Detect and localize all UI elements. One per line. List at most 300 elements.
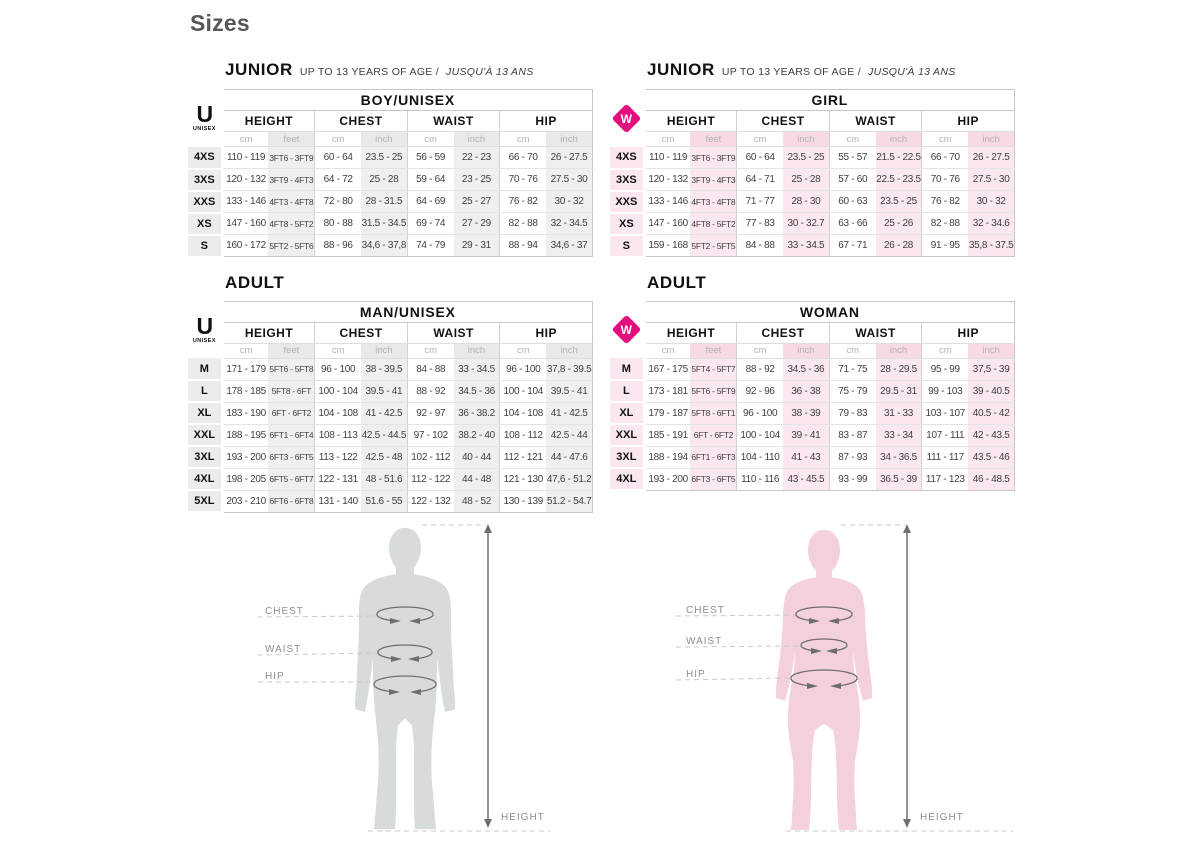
measurement-cell: 47,6 - 51.2	[546, 468, 592, 490]
table-row	[188, 468, 593, 490]
column-unisex	[188, 60, 598, 513]
measurement-cell: 64 - 72	[315, 169, 361, 191]
hip-label: HIP	[686, 669, 706, 680]
measurement-cell: 97 - 102	[407, 424, 453, 446]
unit-label: cm	[737, 132, 783, 147]
measurement-cell: 25 - 28	[783, 169, 829, 191]
unit-label: cm	[829, 132, 875, 147]
measurement-cell: 3FT9 - 4FT3	[690, 169, 736, 191]
measurement-cell: 6FT3 - 6FT5	[268, 446, 314, 468]
unit-label: feet	[690, 343, 736, 358]
male-measurement-figure	[250, 522, 580, 848]
height-arrow	[903, 524, 911, 828]
measurement-cell: 193 - 200	[222, 446, 268, 468]
measurement-cell: 108 - 113	[315, 424, 361, 446]
measurement-cell: 188 - 194	[644, 446, 690, 468]
measurement-cell: 23.5 - 25	[876, 191, 922, 213]
junior-subtitle: UP TO 13 YEARS OF AGE /	[721, 66, 862, 78]
column-header-chest: CHEST	[737, 111, 830, 132]
unit-label: inch	[783, 343, 829, 358]
size-label: XL	[188, 402, 222, 424]
measurement-cell: 104 - 108	[315, 402, 361, 424]
table-title: BOY/UNISEX	[222, 90, 592, 111]
measurement-cell: 43 - 45.5	[783, 468, 829, 490]
measurement-cell: 6FT1 - 6FT3	[690, 446, 736, 468]
measurement-cell: 88 - 92	[737, 358, 783, 380]
measurement-cell: 76 - 82	[500, 191, 546, 213]
measurement-cell: 6FT - 6FT2	[690, 424, 736, 446]
measurement-cell: 82 - 88	[922, 213, 968, 235]
column-header-waist: WAIST	[829, 322, 922, 343]
measurement-cell: 48 - 51.6	[361, 468, 407, 490]
measurement-cell: 107 - 111	[922, 424, 968, 446]
measurement-cell: 22.5 - 23.5	[876, 169, 922, 191]
unisex-logo-label: UNISEX	[192, 337, 216, 344]
measurement-cell: 147 - 160	[644, 213, 690, 235]
measurement-cell: 160 - 172	[222, 235, 268, 257]
size-label: L	[610, 380, 644, 402]
measurement-cell: 102 - 112	[407, 446, 453, 468]
female-measurement-figure	[668, 522, 1018, 848]
measurement-cell: 159 - 168	[644, 235, 690, 257]
measurement-cell: 5FT2 - 5FT5	[690, 235, 736, 257]
measurement-cell: 59 - 64	[407, 169, 453, 191]
measurement-cell: 133 - 146	[644, 191, 690, 213]
junior-section-header	[225, 60, 598, 80]
column-header-height: HEIGHT	[222, 322, 315, 343]
measurement-cell: 120 - 132	[222, 169, 268, 191]
table-row	[188, 213, 593, 235]
size-label: XXL	[610, 424, 644, 446]
measurement-cell: 76 - 82	[922, 191, 968, 213]
measurement-cell: 29 - 31	[454, 235, 500, 257]
column-header-chest: CHEST	[315, 322, 408, 343]
unit-label: inch	[968, 343, 1014, 358]
measurement-cell: 121 - 130	[500, 468, 546, 490]
table-title: MAN/UNISEX	[222, 301, 592, 322]
junior-boy-table	[188, 89, 593, 258]
measurement-cell: 4FT3 - 4FT8	[268, 191, 314, 213]
woman-logo-letter: W	[620, 110, 633, 125]
table-row	[610, 468, 1015, 490]
measurement-cell: 104 - 110	[737, 446, 783, 468]
adult-title: ADULT	[225, 272, 285, 292]
measurement-cell: 108 - 112	[500, 424, 546, 446]
measurement-cell: 147 - 160	[222, 213, 268, 235]
size-label: XXS	[188, 191, 222, 213]
unisex-logo-letter: U	[196, 101, 213, 128]
measurement-cell: 29.5 - 31	[876, 380, 922, 402]
unit-label: cm	[829, 343, 875, 358]
measurement-cell: 51.2 - 54.7	[546, 490, 592, 512]
size-label: XXL	[188, 424, 222, 446]
measurement-cell: 79 - 83	[829, 402, 875, 424]
measurement-cell: 6FT3 - 6FT5	[690, 468, 736, 490]
measurement-cell: 60 - 64	[315, 147, 361, 169]
measurement-cell: 23.5 - 25	[361, 147, 407, 169]
measurement-cell: 27 - 29	[454, 213, 500, 235]
measurement-cell: 130 - 139	[500, 490, 546, 512]
measurement-cell: 26 - 27.5	[546, 147, 592, 169]
male-silhouette-diagram	[250, 522, 580, 848]
height-label: HEIGHT	[501, 812, 545, 823]
measurement-cell: 28 - 29.5	[876, 358, 922, 380]
measurement-cell: 188 - 195	[222, 424, 268, 446]
column-header-hip: HIP	[922, 322, 1015, 343]
table-row	[610, 424, 1015, 446]
measurement-cell: 5FT8 - 6FT1	[690, 402, 736, 424]
junior-girl-table	[610, 89, 1015, 258]
measurement-cell: 64 - 69	[407, 191, 453, 213]
measurement-cell: 66 - 70	[500, 147, 546, 169]
woman-logo	[610, 301, 644, 358]
adult-section-header	[225, 273, 598, 293]
measurement-cell: 67 - 71	[829, 235, 875, 257]
page-title: Sizes	[190, 10, 250, 36]
measurement-cell: 120 - 132	[644, 169, 690, 191]
measurement-cell: 41 - 42.5	[546, 402, 592, 424]
junior-title: JUNIOR	[225, 60, 293, 79]
size-label: 3XS	[188, 169, 222, 191]
measurement-cell: 26 - 28	[876, 235, 922, 257]
column-header-chest: CHEST	[737, 322, 830, 343]
table-title: WOMAN	[644, 301, 1014, 322]
measurement-cell: 25 - 27	[454, 191, 500, 213]
measurement-cell: 92 - 96	[737, 380, 783, 402]
table-row	[188, 235, 593, 257]
measurement-cell: 82 - 88	[500, 213, 546, 235]
size-label: 3XL	[610, 446, 644, 468]
table-row	[610, 191, 1015, 213]
column-header-hip: HIP	[500, 111, 593, 132]
measurement-cell: 38 - 39	[783, 402, 829, 424]
measurement-cell: 38 - 39.5	[361, 358, 407, 380]
measurement-cell: 100 - 104	[315, 380, 361, 402]
measurement-cell: 23 - 25	[454, 169, 500, 191]
table-row	[188, 402, 593, 424]
unit-label: cm	[737, 343, 783, 358]
measurement-cell: 25 - 26	[876, 213, 922, 235]
unit-label: inch	[546, 132, 592, 147]
table-title: GIRL	[644, 90, 1014, 111]
measurement-cell: 5FT8 - 6FT	[268, 380, 314, 402]
measurement-cell: 33 - 34.5	[454, 358, 500, 380]
measurement-cell: 37,8 - 39.5	[546, 358, 592, 380]
measurement-cell: 6FT1 - 6FT4	[268, 424, 314, 446]
measurement-cell: 32 - 34.5	[546, 213, 592, 235]
measurement-cell: 173 - 181	[644, 380, 690, 402]
table-row	[610, 402, 1015, 424]
height-arrow	[484, 524, 492, 828]
adult-section-header	[647, 273, 1020, 293]
measurement-cell: 83 - 87	[829, 424, 875, 446]
unit-label: inch	[968, 132, 1014, 147]
measurement-cell: 185 - 191	[644, 424, 690, 446]
measurement-cell: 69 - 74	[407, 213, 453, 235]
measurement-cell: 133 - 146	[222, 191, 268, 213]
measurement-cell: 33 - 34	[876, 424, 922, 446]
measurement-cell: 66 - 70	[922, 147, 968, 169]
size-label: 4XS	[610, 147, 644, 169]
measurement-cell: 51.6 - 55	[361, 490, 407, 512]
measurement-cell: 34.5 - 36	[783, 358, 829, 380]
table-row	[188, 446, 593, 468]
measurement-cell: 193 - 200	[644, 468, 690, 490]
measurement-cell: 26 - 27.5	[968, 147, 1014, 169]
measurement-cell: 87 - 93	[829, 446, 875, 468]
unit-label: cm	[222, 132, 268, 147]
unit-label: inch	[876, 343, 922, 358]
measurement-cell: 4FT8 - 5FT2	[690, 213, 736, 235]
measurement-cell: 28 - 31.5	[361, 191, 407, 213]
measurement-cell: 40 - 44	[454, 446, 500, 468]
measurement-cell: 30 - 32	[968, 191, 1014, 213]
size-label: 3XL	[188, 446, 222, 468]
unit-label: inch	[454, 343, 500, 358]
table-row	[610, 235, 1015, 257]
measurement-cell: 72 - 80	[315, 191, 361, 213]
measurement-cell: 93 - 99	[829, 468, 875, 490]
unit-label: cm	[315, 343, 361, 358]
measurement-cell: 5FT2 - 5FT6	[268, 235, 314, 257]
measurement-cell: 44 - 48	[454, 468, 500, 490]
measurement-cell: 42.5 - 44	[546, 424, 592, 446]
measurement-cell: 77 - 83	[737, 213, 783, 235]
unit-label: cm	[500, 132, 546, 147]
measurement-cell: 84 - 88	[407, 358, 453, 380]
measurement-cell: 96 - 100	[737, 402, 783, 424]
size-label: S	[188, 235, 222, 257]
measurement-cell: 44 - 47.6	[546, 446, 592, 468]
size-label: 4XL	[188, 468, 222, 490]
unit-label: inch	[454, 132, 500, 147]
measurement-cell: 178 - 185	[222, 380, 268, 402]
measurement-cell: 3FT9 - 4FT3	[268, 169, 314, 191]
column-header-waist: WAIST	[829, 111, 922, 132]
unit-label: cm	[644, 132, 690, 147]
measurement-cell: 36 - 38	[783, 380, 829, 402]
measurement-cell: 203 - 210	[222, 490, 268, 512]
measurement-cell: 34 - 36.5	[876, 446, 922, 468]
column-header-hip: HIP	[500, 322, 593, 343]
measurement-cell: 41 - 43	[783, 446, 829, 468]
measurement-cell: 111 - 117	[922, 446, 968, 468]
measurement-cell: 57 - 60	[829, 169, 875, 191]
measurement-cell: 34.5 - 36	[454, 380, 500, 402]
measurement-cell: 39.5 - 41	[361, 380, 407, 402]
unit-label: cm	[922, 343, 968, 358]
measurement-cell: 28 - 30	[783, 191, 829, 213]
measurement-cell: 103 - 107	[922, 402, 968, 424]
measurement-cell: 104 - 108	[500, 402, 546, 424]
measurement-cell: 167 - 175	[644, 358, 690, 380]
measurement-cell: 21.5 - 22.5	[876, 147, 922, 169]
unit-label: cm	[644, 343, 690, 358]
measurement-cell: 34,6 - 37,8	[361, 235, 407, 257]
measurement-cell: 36.5 - 39	[876, 468, 922, 490]
size-label: XS	[610, 213, 644, 235]
measurement-cell: 6FT5 - 6FT7	[268, 468, 314, 490]
measurement-cell: 63 - 66	[829, 213, 875, 235]
measurement-cell: 80 - 88	[315, 213, 361, 235]
unit-label: inch	[783, 132, 829, 147]
measurement-cell: 39 - 41	[783, 424, 829, 446]
unit-label: inch	[546, 343, 592, 358]
measurement-cell: 70 - 76	[500, 169, 546, 191]
table-row	[188, 191, 593, 213]
measurement-cell: 32 - 34.6	[968, 213, 1014, 235]
measurement-cell: 56 - 59	[407, 147, 453, 169]
height-label: HEIGHT	[920, 812, 964, 823]
waist-label: WAIST	[686, 636, 723, 647]
measurement-cell: 35,8 - 37.5	[968, 235, 1014, 257]
measurement-cell: 88 - 94	[500, 235, 546, 257]
measurement-cell: 100 - 104	[500, 380, 546, 402]
chest-label: CHEST	[686, 605, 725, 616]
unisex-logo-label: UNISEX	[192, 126, 216, 133]
measurement-cell: 75 - 79	[829, 380, 875, 402]
size-label: 5XL	[188, 490, 222, 512]
woman-logo	[610, 90, 644, 147]
adult-woman-table	[610, 301, 1015, 492]
unit-label: inch	[876, 132, 922, 147]
unit-label: inch	[361, 132, 407, 147]
unit-label: cm	[922, 132, 968, 147]
female-silhouette-diagram	[668, 522, 1018, 848]
measurement-cell: 22 - 23	[454, 147, 500, 169]
table-row	[188, 490, 593, 512]
junior-subtitle-fr: JUSQU'À 13 ANS	[868, 66, 956, 78]
measurement-cell: 113 - 122	[315, 446, 361, 468]
measurement-cell: 25 - 28	[361, 169, 407, 191]
measurement-cell: 91 - 95	[922, 235, 968, 257]
measurement-cell: 6FT - 6FT2	[268, 402, 314, 424]
measurement-cell: 88 - 96	[315, 235, 361, 257]
measurement-cell: 60 - 64	[737, 147, 783, 169]
size-label: XL	[610, 402, 644, 424]
measurement-cell: 71 - 77	[737, 191, 783, 213]
measurement-cell: 84 - 88	[737, 235, 783, 257]
measurement-cell: 60 - 63	[829, 191, 875, 213]
measurement-cell: 110 - 119	[644, 147, 690, 169]
measurement-cell: 6FT6 - 6FT8	[268, 490, 314, 512]
measurement-cell: 41 - 42.5	[361, 402, 407, 424]
measurement-cell: 30 - 32.7	[783, 213, 829, 235]
measurement-cell: 48 - 52	[454, 490, 500, 512]
unit-label: feet	[268, 132, 314, 147]
measurement-cell: 31 - 33	[876, 402, 922, 424]
measurement-cell: 198 - 205	[222, 468, 268, 490]
column-header-chest: CHEST	[315, 111, 408, 132]
measurement-cell: 36 - 38.2	[454, 402, 500, 424]
measurement-cell: 4FT3 - 4FT8	[690, 191, 736, 213]
measurement-cell: 55 - 57	[829, 147, 875, 169]
size-label: M	[610, 358, 644, 380]
measurement-cell: 179 - 187	[644, 402, 690, 424]
measurement-cell: 34,6 - 37	[546, 235, 592, 257]
female-body-silhouette	[776, 530, 872, 830]
table-row	[188, 147, 593, 169]
unit-label: cm	[407, 343, 453, 358]
measurement-cell: 38.2 - 40	[454, 424, 500, 446]
unit-label: feet	[690, 132, 736, 147]
measurement-cell: 46 - 48.5	[968, 468, 1014, 490]
measurement-cell: 74 - 79	[407, 235, 453, 257]
size-label: 4XS	[188, 147, 222, 169]
measurement-cell: 96 - 100	[315, 358, 361, 380]
measurement-cell: 42.5 - 48	[361, 446, 407, 468]
measurement-cell: 33 - 34.5	[783, 235, 829, 257]
measurement-cell: 23.5 - 25	[783, 147, 829, 169]
measurement-cell: 110 - 116	[737, 468, 783, 490]
measurement-cell: 112 - 122	[407, 468, 453, 490]
measurement-cell: 96 - 100	[500, 358, 546, 380]
column-header-waist: WAIST	[407, 322, 500, 343]
unisex-logo	[188, 301, 222, 358]
table-row	[610, 358, 1015, 380]
measurement-cell: 122 - 131	[315, 468, 361, 490]
junior-title: JUNIOR	[647, 60, 715, 79]
measurement-cell: 5FT6 - 5FT8	[268, 358, 314, 380]
measurement-cell: 92 - 97	[407, 402, 453, 424]
junior-subtitle-fr: JUSQU'À 13 ANS	[446, 66, 534, 78]
size-label: 3XS	[610, 169, 644, 191]
size-label: XS	[188, 213, 222, 235]
measurement-cell: 131 - 140	[315, 490, 361, 512]
measurement-cell: 183 - 190	[222, 402, 268, 424]
measurement-cell: 99 - 103	[922, 380, 968, 402]
measurement-cell: 64 - 71	[737, 169, 783, 191]
measurement-cell: 27.5 - 30	[968, 169, 1014, 191]
measurement-cell: 4FT8 - 5FT2	[268, 213, 314, 235]
measurement-cell: 100 - 104	[737, 424, 783, 446]
waist-label: WAIST	[265, 644, 302, 655]
unit-label: inch	[361, 343, 407, 358]
measurement-cell: 3FT6 - 3FT9	[690, 147, 736, 169]
measurement-cell: 95 - 99	[922, 358, 968, 380]
measurement-cell: 70 - 76	[922, 169, 968, 191]
measurement-cell: 43.5 - 46	[968, 446, 1014, 468]
unisex-logo-letter: U	[196, 312, 213, 339]
measurement-cell: 171 - 179	[222, 358, 268, 380]
table-row	[188, 424, 593, 446]
measurement-cell: 3FT6 - 3FT9	[268, 147, 314, 169]
measurement-cell: 122 - 132	[407, 490, 453, 512]
measurement-cell: 42 - 43.5	[968, 424, 1014, 446]
measurement-cell: 40.5 - 42	[968, 402, 1014, 424]
woman-logo-letter: W	[620, 322, 633, 337]
table-row	[610, 213, 1015, 235]
size-label: XXS	[610, 191, 644, 213]
column-header-height: HEIGHT	[644, 111, 737, 132]
column-header-height: HEIGHT	[644, 322, 737, 343]
table-row	[610, 380, 1015, 402]
unit-label: cm	[315, 132, 361, 147]
woman-logo-diamond	[611, 315, 641, 345]
measurement-cell: 31.5 - 34.5	[361, 213, 407, 235]
hip-label: HIP	[265, 671, 285, 682]
chest-label: CHEST	[265, 606, 304, 617]
table-row	[188, 358, 593, 380]
table-row	[188, 380, 593, 402]
woman-logo-diamond	[611, 103, 641, 133]
table-row	[610, 446, 1015, 468]
unit-label: cm	[222, 343, 268, 358]
unit-label: cm	[407, 132, 453, 147]
measurement-cell: 39 - 40.5	[968, 380, 1014, 402]
measurement-cell: 27.5 - 30	[546, 169, 592, 191]
measurement-cell: 110 - 119	[222, 147, 268, 169]
